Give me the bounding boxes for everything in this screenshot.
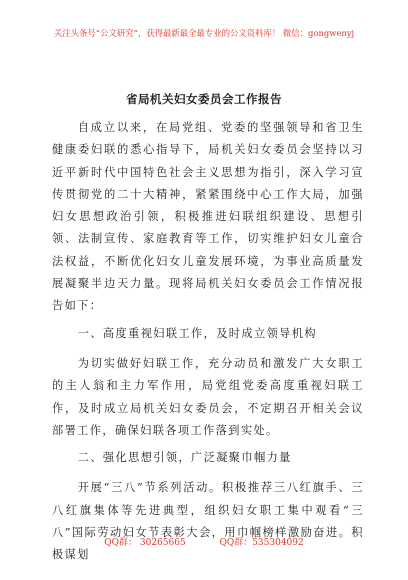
document-body [52, 117, 364, 567]
section-heading-2: 二、强化思想引领，广泛凝聚巾帼力量 [77, 451, 292, 465]
section-1-paragraph: 为切实做好妇联工作，充分动员和激发广大女职工的主人翁和主力军作用，局党组党委高度重视妇联工作，及时成立局机关妇女委员会，不定期召开相关会议部署工作，确保妇联各项工作落到实处。 [52, 356, 364, 437]
footer-contact [0, 535, 408, 548]
header-promo-note: 关注头条号“公文研究”，获得最新最全最专业的公文资料库！ 微信：gongwenyj [53, 28, 355, 38]
section-2-paragraph: 开展“三八”节系列活动。积极推荐三八红旗手、三八红旗集体等先进典型，组织妇女职工集中观看“三八”国际劳动妇女节表彰大会，用巾帼榜样激励奋进。积极谋划 [52, 481, 364, 562]
footer-qq-group-2: QQ群：535304092 [219, 538, 304, 548]
intro-paragraph: 自成立以来，在局党组、党委的坚强领导和省卫生健康委妇联的悉心指导下，局机关妇女委员会坚持以习近平新时代中国特色社会主义思想为指引，深入学习宣传贯彻党的二十大精神，紧紧围绕中心工作大局，加强妇女思想政治引领，积极推进妇联组织建设、思想引领、法制宣传、家庭教育等工作，切实维护妇女儿童合法权益，不断优化妇女儿童发展环境，为事业高质量发展凝聚半边天力量。现将局机关妇女委员会工作情况报告如下： [52, 121, 364, 313]
document-title: 省局机关妇女委员会工作报告 [126, 92, 282, 106]
footer-qq-group-1: QQ群： 30265665 [104, 538, 186, 548]
section-heading-1: 一、高度重视妇联工作，及时成立领导机构 [77, 326, 317, 340]
